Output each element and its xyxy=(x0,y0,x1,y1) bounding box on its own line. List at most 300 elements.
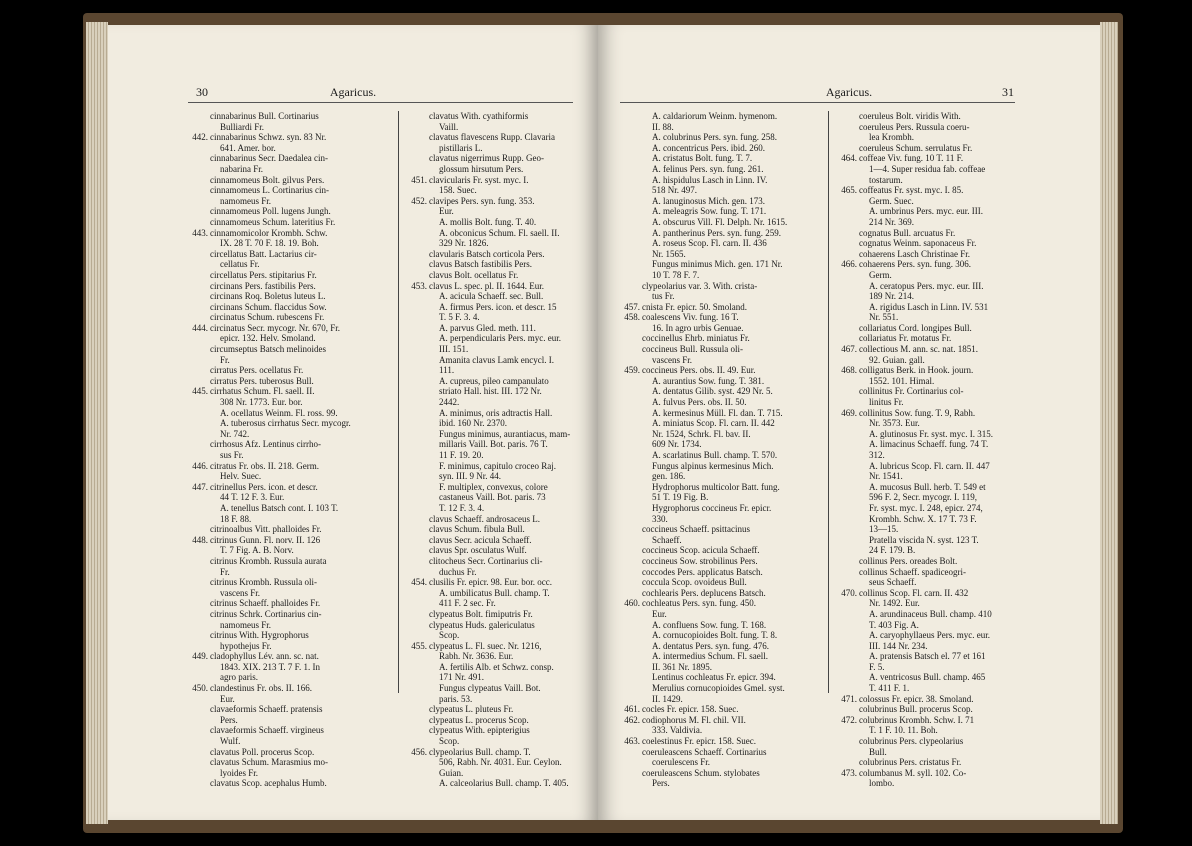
entry-text: IX. 28 T. 70 F. 18. 19. Boh. xyxy=(220,238,319,249)
index-entry xyxy=(618,524,824,535)
index-entry xyxy=(835,672,1033,683)
entry-number: 447. xyxy=(192,481,208,492)
entry-text: Nr. 1524, Schrk. Fl. bav. II. xyxy=(652,428,751,439)
entry-text: citrinus With. Hygrophorus xyxy=(210,630,309,641)
index-entry xyxy=(835,683,1033,694)
right-page-column-1 xyxy=(618,111,824,789)
entry-number xyxy=(186,694,210,705)
entry-number xyxy=(405,153,429,164)
entry-text: Fr. xyxy=(220,354,230,365)
entry-number xyxy=(186,545,210,556)
index-entry xyxy=(186,747,396,758)
entry-number: 464. xyxy=(841,153,857,164)
index-entry xyxy=(618,683,824,694)
entry-text: Fungus minimus, aurantiacus, mam- xyxy=(439,428,571,439)
entry-number xyxy=(618,672,642,683)
index-entry xyxy=(618,641,824,652)
index-entry xyxy=(835,302,1033,313)
index-entry xyxy=(835,556,1033,567)
index-entry xyxy=(835,450,1033,461)
entry-text: circellatus Pers. stipitarius Fr. xyxy=(210,269,317,280)
entry-number xyxy=(618,185,642,196)
entry-text: 312. xyxy=(869,450,885,460)
entry-number xyxy=(186,333,210,344)
entry-number xyxy=(405,683,429,694)
entry-text: II. 88. xyxy=(652,121,674,132)
index-entry xyxy=(835,122,1033,133)
index-entry xyxy=(835,344,1033,355)
index-entry xyxy=(405,567,598,578)
entry-text: A. fertilis Alb. et Schwz. consp. xyxy=(439,661,554,672)
entry-text: A. miniatus Scop. Fl. carn. II. 442 xyxy=(652,418,775,429)
entry-number xyxy=(835,747,859,758)
entry-number xyxy=(405,418,429,429)
entry-text: Amanita clavus Lamk encycl. I. xyxy=(439,354,554,365)
entry-number xyxy=(618,514,642,525)
entry-text: Fungus clypeatus Vaill. Bot. xyxy=(439,683,541,694)
entry-number xyxy=(186,217,210,228)
entry-text: clypeatus L. pluteus Fr. xyxy=(429,704,514,715)
index-entry xyxy=(405,164,598,175)
index-entry xyxy=(186,651,396,662)
entry-number xyxy=(405,662,429,673)
entry-text: clypeatus With. epipterigius xyxy=(429,725,530,736)
entry-number xyxy=(618,238,642,249)
entry-text: duchus Fr. xyxy=(439,566,477,577)
entry-number xyxy=(405,704,429,715)
entry-number xyxy=(186,492,210,503)
entry-number xyxy=(835,281,859,292)
entry-number xyxy=(405,143,429,154)
entry-text: lea Krombh. xyxy=(869,132,914,143)
entry-number xyxy=(618,175,642,186)
entry-number xyxy=(186,111,210,122)
entry-text: Fr. syst. myc. I. 248, epicr. 274, xyxy=(869,502,983,513)
entry-number xyxy=(835,238,859,249)
index-entry xyxy=(405,418,598,429)
index-entry xyxy=(618,238,824,249)
entry-number xyxy=(405,524,429,535)
entry-number: 459. xyxy=(624,365,640,376)
index-entry xyxy=(835,206,1033,217)
index-entry xyxy=(618,175,824,186)
index-entry xyxy=(186,609,396,620)
index-entry xyxy=(618,259,824,270)
entry-number xyxy=(186,397,210,408)
entry-text: A. caryophyllaeus Pers. myc. eur. xyxy=(869,630,990,641)
entry-number: 444. xyxy=(192,322,208,333)
entry-text: citrinus Schaeff. phalloides Fr. xyxy=(210,598,321,609)
entry-number xyxy=(405,598,429,609)
entry-number xyxy=(618,630,642,641)
entry-text: seus Schaeff. xyxy=(869,577,917,588)
right-page-column-2 xyxy=(828,111,1033,789)
entry-text: circumseptus Batsch melinoides xyxy=(210,344,326,355)
index-entry xyxy=(618,270,824,281)
entry-text: cladophyllus Lév. ann. sc. nat. xyxy=(210,651,319,662)
index-entry xyxy=(186,620,396,631)
entry-number xyxy=(835,545,859,556)
entry-number xyxy=(405,461,429,472)
index-entry xyxy=(405,778,598,789)
entry-number xyxy=(405,439,429,450)
entry-text: paris. 53. xyxy=(439,693,473,704)
entry-text: cinnabarinus Secr. Daedalea cin- xyxy=(210,153,328,164)
index-entry xyxy=(618,344,824,355)
index-entry xyxy=(186,524,396,535)
entry-number: 449. xyxy=(192,651,208,662)
entry-number xyxy=(405,333,429,344)
index-entry xyxy=(618,757,824,768)
index-entry xyxy=(618,397,824,408)
index-entry xyxy=(618,333,824,344)
entry-text: A. mucosus Bull. herb. T. 549 et xyxy=(869,481,986,492)
index-entry xyxy=(405,238,598,249)
entry-number xyxy=(618,662,642,673)
entry-text: A. parvus Gled. meth. 111. xyxy=(439,322,536,333)
entry-number xyxy=(405,471,429,482)
entry-text: A. lubricus Scop. Fl. carn. II. 447 xyxy=(869,460,990,471)
index-entry xyxy=(835,747,1033,758)
index-entry xyxy=(835,514,1033,525)
index-entry xyxy=(405,461,598,472)
entry-number xyxy=(405,545,429,556)
entry-text: collectious M. ann. sc. nat. 1851. xyxy=(859,344,978,355)
index-entry xyxy=(405,122,598,133)
entry-text: 214 Nr. 369. xyxy=(869,216,914,227)
index-entry xyxy=(186,132,396,143)
entry-text: clavus Spr. osculatus Wulf. xyxy=(429,545,527,556)
entry-text: F. multiplex, convexus, colore xyxy=(439,481,548,492)
index-entry xyxy=(405,270,598,281)
entry-number xyxy=(835,196,859,207)
entry-number: 463. xyxy=(624,736,640,747)
entry-number xyxy=(186,778,210,789)
entry-text: A. glutinosus Fr. syst. myc. I. 315. xyxy=(869,428,994,439)
entry-number xyxy=(405,588,429,599)
entry-number xyxy=(405,778,429,789)
entry-number xyxy=(835,386,859,397)
entry-text: Rabh. Nr. 3636. Eur. xyxy=(439,651,514,662)
index-entry xyxy=(186,312,396,323)
index-entry xyxy=(618,365,824,376)
index-entry xyxy=(186,365,396,376)
entry-text: II. 361 Nr. 1895. xyxy=(652,661,712,672)
entry-text: castaneus Vaill. Bot. paris. 73 xyxy=(439,492,546,503)
index-entry xyxy=(186,672,396,683)
index-entry xyxy=(618,577,824,588)
index-entry xyxy=(618,111,824,122)
entry-number xyxy=(835,683,859,694)
header-rule xyxy=(620,102,1015,103)
entry-number xyxy=(405,651,429,662)
index-entry xyxy=(618,672,824,683)
entry-text: A. intermedius Schum. Fl. saell. xyxy=(652,651,768,662)
entry-text: Schaeff. xyxy=(652,534,682,545)
index-entry xyxy=(618,620,824,631)
entry-number xyxy=(618,397,642,408)
entry-number xyxy=(186,185,210,196)
index-entry xyxy=(405,651,598,662)
left-page-column-1 xyxy=(186,111,396,789)
index-entry xyxy=(405,588,598,599)
entry-text: Fungus alpinus kermesinus Mich. xyxy=(652,460,774,471)
entry-number xyxy=(405,217,429,228)
entry-number xyxy=(405,291,429,302)
entry-text: collinus Pers. oreades Bolt. xyxy=(859,555,958,566)
index-entry xyxy=(835,365,1033,376)
entry-number xyxy=(186,567,210,578)
entry-text: citrinus Schrk. Cortinarius cin- xyxy=(210,608,322,619)
index-entry xyxy=(835,217,1033,228)
index-entry xyxy=(618,778,824,789)
index-entry xyxy=(405,355,598,366)
index-entry xyxy=(835,164,1033,175)
entry-number xyxy=(835,217,859,228)
entry-number: 462. xyxy=(624,714,640,725)
index-entry xyxy=(835,535,1033,546)
entry-text: cirrhosus Afz. Lentinus cirrho- xyxy=(210,439,321,450)
entry-text: A. felinus Pers. syn. fung. 261. xyxy=(652,163,764,174)
entry-text: citrinus Gunn. Fl. norv. II. 126 xyxy=(210,534,321,545)
entry-text: coccineus Bull. Russula oli- xyxy=(642,344,743,355)
entry-number xyxy=(186,302,210,313)
entry-number xyxy=(835,206,859,217)
entry-text: ibid. 160 Nr. 2370. xyxy=(439,418,508,429)
entry-text: A. ceratopus Pers. myc. eur. III. xyxy=(869,280,984,291)
index-entry xyxy=(186,567,396,578)
entry-text: vascens Fr. xyxy=(220,587,260,598)
index-entry xyxy=(835,461,1033,472)
entry-number xyxy=(186,598,210,609)
entry-number xyxy=(618,228,642,239)
index-entry xyxy=(186,736,396,747)
entry-text: clavatus Scop. acephalus Humb. xyxy=(210,778,327,789)
index-entry xyxy=(186,630,396,641)
entry-text: lyoides Fr. xyxy=(220,767,259,778)
entry-number xyxy=(835,651,859,662)
entry-number xyxy=(618,556,642,567)
index-entry xyxy=(405,397,598,408)
index-entry xyxy=(186,778,396,789)
entry-text: clusilis Fr. epicr. 98. Eur. bor. occ. xyxy=(429,577,552,588)
entry-number xyxy=(186,725,210,736)
entry-text: A. lanuginosus Mich. gen. 173. xyxy=(652,195,765,206)
entry-text: A. aurantius Sow. fung. T. 381. xyxy=(652,375,765,386)
index-entry xyxy=(405,175,598,186)
entry-text: coeruleus Bolt. viridis With. xyxy=(859,111,961,121)
entry-number xyxy=(835,270,859,281)
index-entry xyxy=(835,757,1033,768)
index-entry xyxy=(405,736,598,747)
index-entry xyxy=(618,185,824,196)
index-entry xyxy=(186,704,396,715)
entry-number xyxy=(618,408,642,419)
index-entry xyxy=(618,281,824,292)
entry-text: coerulescens Fr. xyxy=(652,757,710,768)
entry-number xyxy=(186,196,210,207)
index-entry xyxy=(186,249,396,260)
entry-text: coffeae Viv. fung. 10 T. 11 F. xyxy=(859,153,964,164)
entry-number xyxy=(186,122,210,133)
entry-number xyxy=(618,249,642,260)
entry-text: cirrhatus Schum. Fl. saell. II. xyxy=(210,386,315,397)
entry-text: collinitus Fr. Cortinarius col- xyxy=(859,386,964,397)
entry-number xyxy=(186,344,210,355)
entry-text: A. fulvus Pers. obs. II. 50. xyxy=(652,397,747,408)
index-entry xyxy=(618,503,824,514)
index-entry xyxy=(186,418,396,429)
index-entry xyxy=(405,365,598,376)
entry-text: clavaeformis Schaeff. virgineus xyxy=(210,725,324,736)
entry-text: epicr. 132. Helv. Smoland. xyxy=(220,333,316,344)
entry-text: cocles Fr. epicr. 158. Suec. xyxy=(642,704,739,715)
entry-number xyxy=(405,450,429,461)
entry-text: 18 F. 88. xyxy=(220,513,252,524)
entry-text: clavus Schaeff. androsaceus L. xyxy=(429,513,541,524)
index-entry xyxy=(618,482,824,493)
entry-text: A. acicula Schaeff. sec. Bull. xyxy=(439,291,544,302)
entry-text: 51 T. 19 Fig. B. xyxy=(652,492,709,503)
left-page xyxy=(108,25,598,820)
index-entry xyxy=(618,715,824,726)
index-entry xyxy=(618,122,824,133)
entry-number xyxy=(405,408,429,419)
running-title: Agaricus. xyxy=(825,85,873,99)
entry-number xyxy=(186,281,210,292)
entry-number xyxy=(186,376,210,387)
entry-text: Eur. xyxy=(652,608,667,619)
entry-number xyxy=(186,768,210,779)
entry-number xyxy=(618,609,642,620)
entry-number xyxy=(618,217,642,228)
entry-number xyxy=(618,683,642,694)
entry-text: clavatus flavescens Rupp. Clavaria xyxy=(429,132,555,143)
entry-number xyxy=(618,535,642,546)
entry-number xyxy=(835,725,859,736)
entry-number xyxy=(405,492,429,503)
index-entry xyxy=(835,725,1033,736)
entry-text: clavipes Pers. syn. fung. 353. xyxy=(429,195,535,206)
index-entry xyxy=(835,281,1033,292)
entry-text: III. 151. xyxy=(439,344,469,355)
index-entry xyxy=(618,450,824,461)
index-entry xyxy=(618,206,824,217)
entry-number xyxy=(835,556,859,567)
index-entry xyxy=(835,630,1033,641)
entry-number xyxy=(835,662,859,673)
index-entry xyxy=(405,715,598,726)
entry-text: coalescens Viv. fung. 16 T. xyxy=(642,312,739,323)
index-entry xyxy=(835,333,1033,344)
page-number: 30 xyxy=(196,85,208,99)
index-entry xyxy=(835,577,1033,588)
index-entry xyxy=(618,386,824,397)
entry-text: A. hispidulus Lasch in Linn. IV. xyxy=(652,174,768,185)
index-entry xyxy=(618,535,824,546)
entry-number xyxy=(186,577,210,588)
entry-text: A. concentricus Pers. ibid. 260. xyxy=(652,142,765,153)
entry-text: Fr. xyxy=(220,566,230,577)
entry-number xyxy=(186,672,210,683)
index-entry xyxy=(186,503,396,514)
entry-number xyxy=(405,249,429,260)
entry-text: 189 Nr. 214. xyxy=(869,291,914,302)
entry-text: 596 F. 2, Secr. mycogr. I. 119, xyxy=(869,492,977,503)
entry-text: colossus Fr. epicr. 38. Smoland. xyxy=(859,693,974,704)
index-entry xyxy=(618,704,824,715)
index-entry xyxy=(405,323,598,334)
entry-number xyxy=(618,577,642,588)
entry-text: 329 Nr. 1826. xyxy=(439,238,489,249)
entry-text: 506, Rabh. Nr. 4031. Eur. Ceylon. xyxy=(439,757,562,768)
index-entry xyxy=(835,196,1033,207)
index-entry xyxy=(835,408,1033,419)
entry-number: 458. xyxy=(624,312,640,323)
entry-text: Nr. 551. xyxy=(869,312,899,323)
entry-text: A. confluens Sow. fung. T. 168. xyxy=(652,619,767,630)
index-entry xyxy=(405,185,598,196)
index-entry xyxy=(405,217,598,228)
entry-number xyxy=(835,249,859,260)
index-entry xyxy=(186,768,396,779)
entry-number xyxy=(618,620,642,631)
index-entry xyxy=(835,228,1033,239)
entry-number xyxy=(618,153,642,164)
entry-text: citrinus Krombh. Russula oli- xyxy=(210,577,317,588)
entry-number xyxy=(835,228,859,239)
entry-number xyxy=(405,312,429,323)
entry-number: 456. xyxy=(411,746,427,757)
entry-number xyxy=(186,556,210,567)
entry-number xyxy=(835,111,859,122)
entry-text: Nr. 1565. xyxy=(652,248,686,259)
entry-number xyxy=(835,461,859,472)
index-entry xyxy=(405,249,598,260)
index-entry xyxy=(405,376,598,387)
entry-text: circellatus Batt. Lactarius cir- xyxy=(210,248,317,259)
entry-number xyxy=(186,259,210,270)
index-entry xyxy=(618,768,824,779)
index-entry xyxy=(186,153,396,164)
entry-text: cellatus Fr. xyxy=(220,259,260,270)
index-entry xyxy=(186,694,396,705)
entry-text: A. cornucopioides Bolt. fung. T. 8. xyxy=(652,630,778,641)
entry-number xyxy=(186,291,210,302)
index-entry xyxy=(835,694,1033,705)
entry-text: cognatus Weinm. saponaceus Fr. xyxy=(859,238,977,249)
entry-text: 2442. xyxy=(439,397,460,408)
entry-text: A. arundinaceus Bull. champ. 410 xyxy=(869,608,992,619)
index-entry xyxy=(618,461,824,472)
index-entry xyxy=(618,323,824,334)
entry-text: A. perpendicularis Pers. myc. eur. xyxy=(439,333,561,344)
index-entry xyxy=(835,291,1033,302)
entry-number: 473. xyxy=(841,767,857,778)
entry-text: A. meleagris Sow. fung. T. 171. xyxy=(652,206,767,217)
entry-text: A. firmus Pers. icon. et descr. 15 xyxy=(439,301,557,312)
entry-number xyxy=(618,694,642,705)
right-page-header xyxy=(598,85,1100,103)
index-entry xyxy=(186,122,396,133)
right-page xyxy=(598,25,1100,820)
index-entry xyxy=(186,185,396,196)
index-entry xyxy=(835,471,1033,482)
entry-text: coeruleus Pers. Russula coeru- xyxy=(859,121,970,132)
entry-number xyxy=(405,259,429,270)
entry-number xyxy=(405,344,429,355)
entry-text: III. 144 Nr. 234. xyxy=(869,640,928,651)
